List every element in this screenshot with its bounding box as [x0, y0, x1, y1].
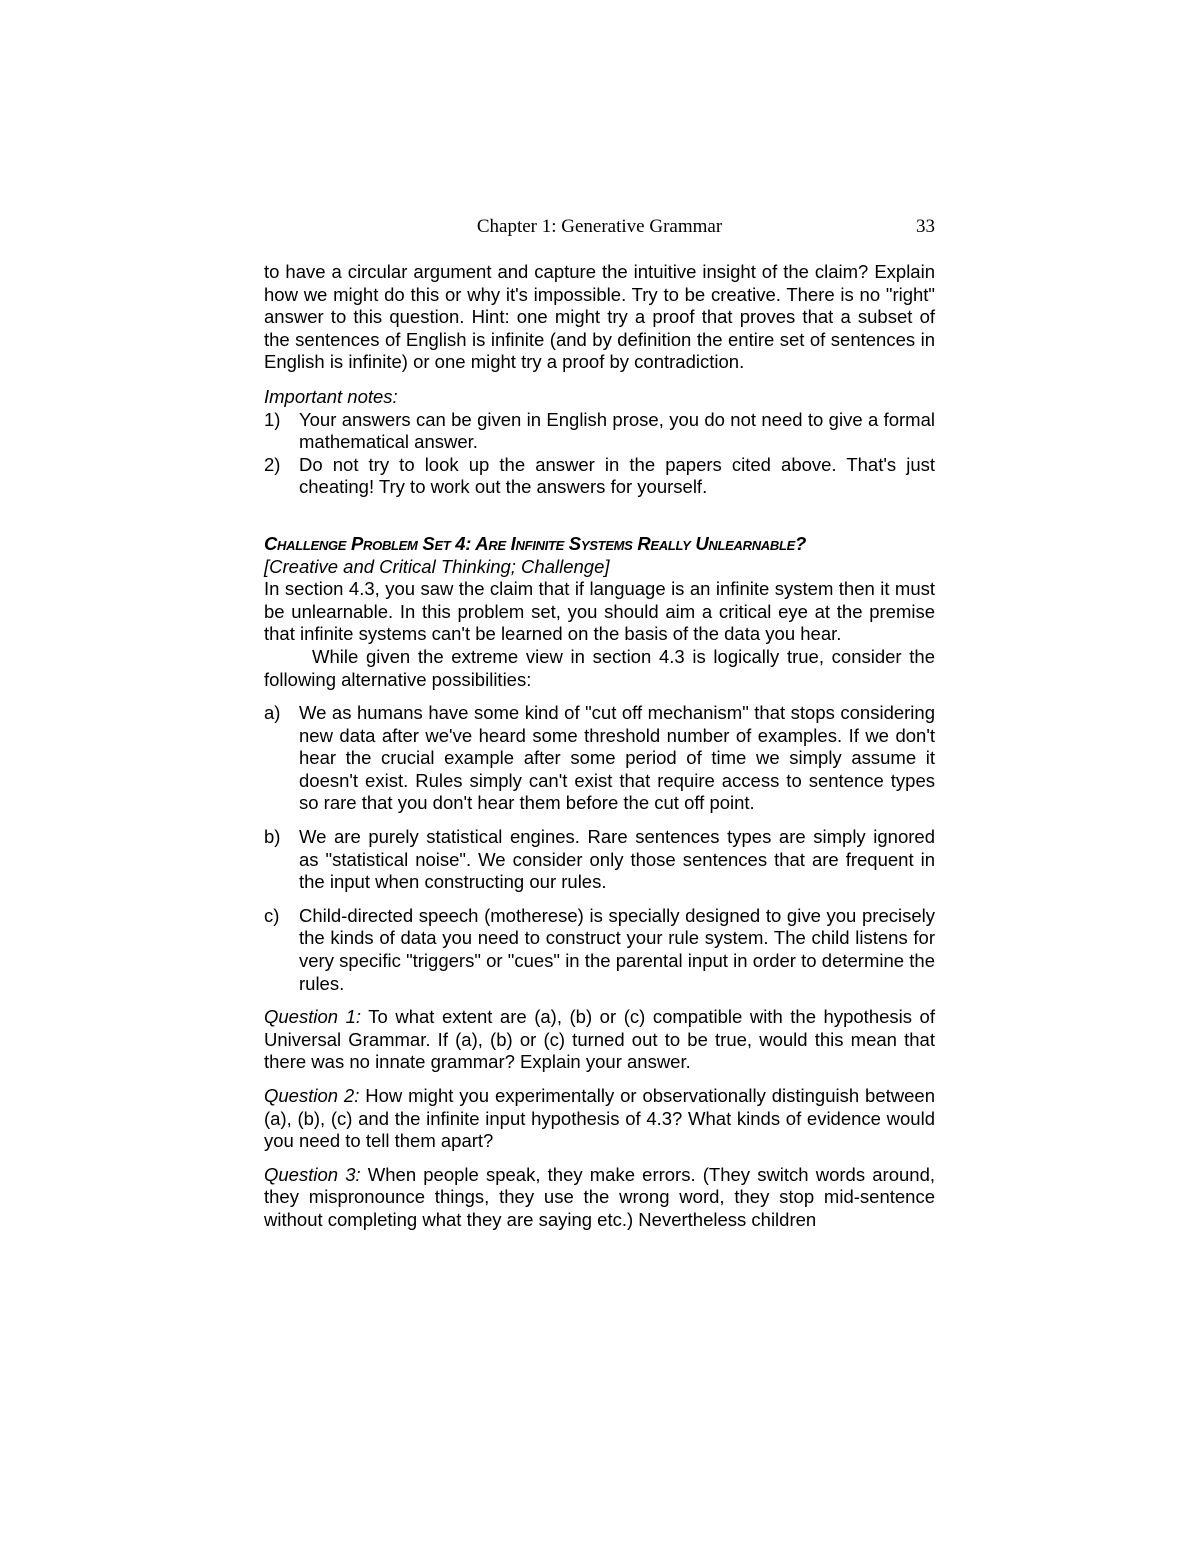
book-page — [264, 214, 935, 1243]
list-marker: b) — [264, 826, 281, 848]
problem-set-subtitle: [Creative and Critical Thinking; Challenge] — [264, 555, 610, 577]
notes-heading: Important notes: — [264, 385, 398, 407]
option-item — [264, 905, 935, 995]
option-item — [264, 702, 935, 815]
question-text: When people speak, they make errors. (They switch words around, they mispronounce things, they use the wrong word, they stop mid-sentence without completing what they are saying etc.) Nevertheless children — [264, 1163, 935, 1230]
page-number: 33 — [916, 216, 935, 237]
question-paragraph — [264, 1085, 935, 1153]
problem-set-title: Challenge Problem Set 4: Are Infinite Systems Really Unlearnable? — [264, 532, 806, 554]
question-text: How might you experimentally or observationally distinguish between (a), (b), (c) and the infinite input hypothesis of 4.3? What kinds of evidence would you need to tell them apart? — [264, 1085, 935, 1152]
question-label: Question 3: — [264, 1163, 361, 1185]
intro-paragraph: to have a circular argument and capture the intuitive insight of the claim? Explain how we might do this or why it's impossible. Try to be creative. There is no "right" answer to this question. Hint: one might try a proof that proves that a subset of the sentences of English is infinite (and by definition the entire set of sentences in English is infinite) or one might try a proof by contradiction. — [264, 261, 935, 373]
problem-set-paragraph: In section 4.3, you saw the claim that if language is an infinite system then it must be unlearnable. In this problem set, you should aim a critical eye at the premise that infinite systems can't be learned on the basis of the data you hear. — [264, 578, 935, 645]
option-text: Child-directed speech (motherese) is specially designed to give you precisely the kinds of data you need to construct your rule system. The child listens for very specific "triggers" or "cues" in the parental input in order to determine the rules. — [299, 904, 935, 994]
question-paragraph — [264, 1006, 935, 1074]
option-text: We as humans have some kind of "cut off mechanism" that stops considering new data after we've heard some threshold number of examples. If we don't hear the crucial example after some period of time we simply assume it doesn't exist. Rules simply can't exist that require access to sentence types so rare that you don't hear them before the cut off point. — [299, 702, 935, 814]
notes-item — [264, 409, 935, 454]
list-marker: a) — [264, 702, 281, 724]
question-label: Question 1: — [264, 1006, 362, 1028]
list-marker: 2) — [264, 453, 281, 475]
option-text: We are purely statistical engines. Rare sentences types are simply ignored as "statistical noise". We consider only those sentences that are frequent in the input when constructing our rules. — [299, 826, 935, 893]
question-paragraph — [264, 1164, 935, 1232]
notes-list — [264, 409, 935, 499]
list-marker: 1) — [264, 408, 281, 430]
notes-item — [264, 454, 935, 499]
option-item — [264, 826, 935, 894]
question-text: To what extent are (a), (b) or (c) compatible with the hypothesis of Universal Grammar. If (a), (b) or (c) turned out to be true, would this mean that there was no innate grammar? Explain your answer. — [264, 1006, 935, 1073]
chapter-title: Chapter 1: Generative Grammar — [476, 216, 723, 237]
list-marker: c) — [264, 904, 280, 926]
options-list — [264, 702, 935, 995]
problem-set-paragraph: While given the extreme view in section 4.3 is logically true, consider the following alternative possibilities: — [264, 645, 935, 690]
running-header — [264, 214, 935, 240]
notes-item-text: Your answers can be given in English prose, you do not need to give a formal mathematical answer. — [299, 408, 935, 453]
notes-item-text: Do not try to look up the answer in the papers cited above. That's just cheating! Try to work out the answers for yourself. — [299, 453, 935, 498]
question-label: Question 2: — [264, 1085, 360, 1106]
